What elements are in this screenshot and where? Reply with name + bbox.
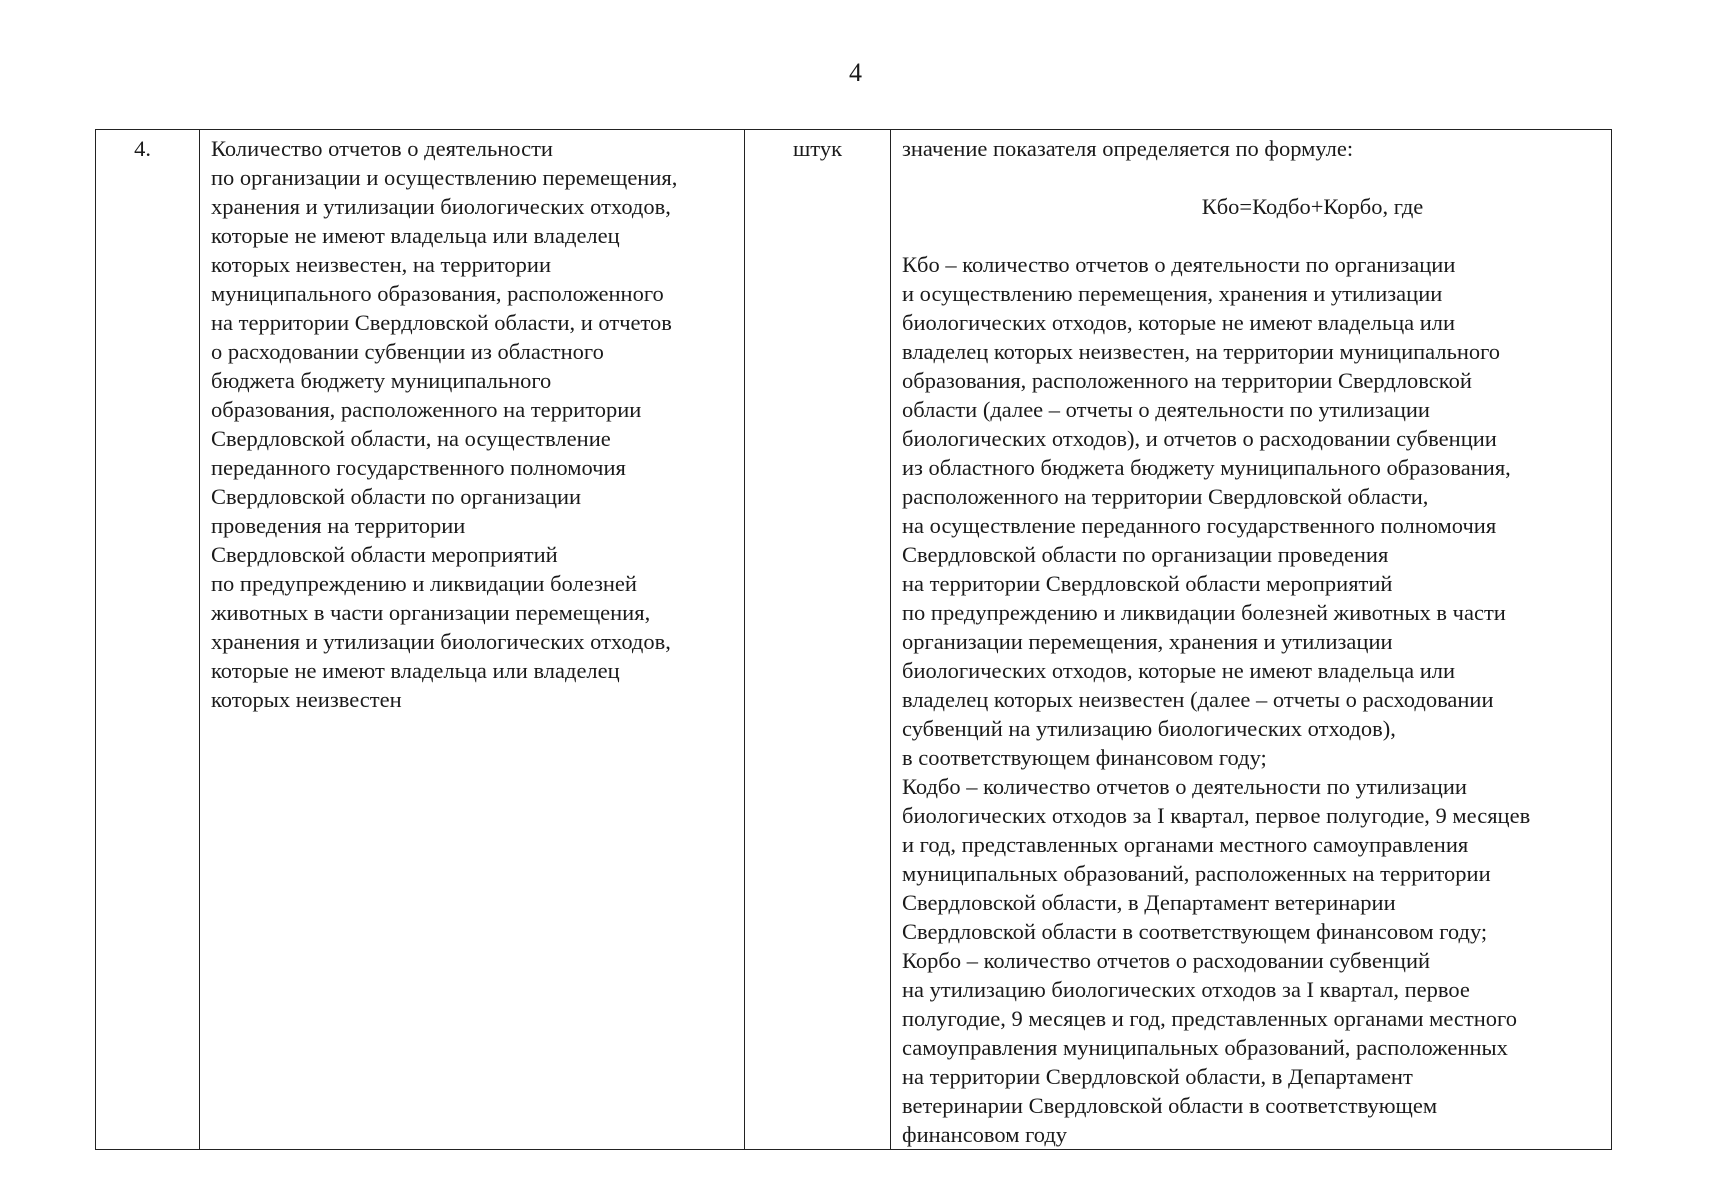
definition-line: биологических отходов, которые не имеют владельца или: [902, 310, 1456, 335]
definition-line: Кбо – количество отчетов о деятельности по организации: [902, 252, 1456, 277]
definition-line: области (далее – отчеты о деятельности по утилизации: [902, 397, 1430, 422]
formula: Кбо=Кодбо+Корбо, где: [1201, 194, 1424, 219]
definition-line: и осуществлению перемещения, хранения и утилизации: [902, 281, 1443, 306]
definition-line: образования, расположенного на территории Свердловской: [902, 368, 1472, 393]
indicator-name-cell: [200, 130, 745, 1150]
name-line: образования, расположенного на территории: [211, 397, 642, 422]
definition-line: биологических отходов, которые не имеют владельца или: [902, 658, 1456, 683]
name-line: хранения и утилизации биологических отходов,: [211, 629, 671, 654]
name-line: которых неизвестен, на территории: [211, 252, 551, 277]
spacer: [902, 163, 1603, 192]
definition-line: Свердловской области по организации проведения: [902, 542, 1389, 567]
unit-cell: [745, 130, 891, 1150]
name-line: которые не имеют владельца или владелец: [211, 223, 620, 248]
name-line: хранения и утилизации биологических отходов,: [211, 194, 671, 219]
name-line: по организации и осуществлению перемещения,: [211, 165, 678, 190]
spacer: [902, 221, 1603, 250]
name-line: Количество отчетов о деятельности: [211, 136, 553, 161]
definition-line: организации перемещения, хранения и утилизации: [902, 629, 1393, 654]
definition-line: Кодбо – количество отчетов о деятельности по утилизации: [902, 774, 1467, 799]
row-number-cell: [96, 130, 200, 1150]
definition-line: биологических отходов), и отчетов о расходовании субвенции: [902, 426, 1497, 451]
definition-line: расположенного на территории Свердловской области,: [902, 484, 1429, 509]
name-line: животных в части организации перемещения,: [211, 600, 651, 625]
definition-line: ветеринарии Свердловской области в соответствующем: [902, 1093, 1438, 1118]
name-line: о расходовании субвенции из областного: [211, 339, 604, 364]
definition-line: муниципальных образований, расположенных на территории: [902, 861, 1491, 886]
formula-intro: значение показателя определяется по формуле:: [902, 136, 1354, 161]
name-line: бюджета бюджету муниципального: [211, 368, 552, 393]
definition-line: из областного бюджета бюджету муниципального образования,: [902, 455, 1511, 480]
definition-line: на территории Свердловской области, в Департамент: [902, 1064, 1413, 1089]
definition-line: Свердловской области, в Департамент ветеринарии: [902, 890, 1396, 915]
name-line: которые не имеют владельца или владелец: [211, 658, 620, 683]
name-line: по предупреждению и ликвидации болезней: [211, 571, 637, 596]
row-number: 4.: [134, 136, 151, 161]
name-line: Свердловской области по организации: [211, 484, 582, 509]
definition-line: субвенций на утилизацию биологических отходов),: [902, 716, 1396, 741]
name-line: которых неизвестен: [211, 687, 402, 712]
definition-line: владелец которых неизвестен (далее – отчеты о расходовании: [902, 687, 1494, 712]
definition-line: и год, представленных органами местного самоуправления: [902, 832, 1469, 857]
definition-line: Корбо – количество отчетов о расходовании субвенций: [902, 948, 1431, 973]
name-line: проведения на территории: [211, 513, 466, 538]
definition-line: финансовом году: [902, 1122, 1068, 1147]
definition-line: на осуществление переданного государственного полномочия: [902, 513, 1497, 538]
name-line: Свердловской области, на осуществление: [211, 426, 611, 451]
definition-line: самоуправления муниципальных образований, расположенных: [902, 1035, 1508, 1060]
definition-line: полугодие, 9 месяцев и год, представленных органами местного: [902, 1006, 1517, 1031]
table-row: [96, 130, 1612, 1150]
formula-cell: [891, 130, 1612, 1150]
indicator-table: [95, 129, 1612, 1150]
unit-label: штук: [792, 136, 843, 161]
definition-line: по предупреждению и ликвидации болезней животных в части: [902, 600, 1506, 625]
definition-line: владелец которых неизвестен, на территории муниципального: [902, 339, 1501, 364]
name-line: на территории Свердловской области, и отчетов: [211, 310, 672, 335]
name-line: муниципального образования, расположенного: [211, 281, 664, 306]
definition-line: биологических отходов за I квартал, первое полугодие, 9 месяцев: [902, 803, 1531, 828]
definition-line: на территории Свердловской области мероприятий: [902, 571, 1393, 596]
name-line: Свердловской области мероприятий: [211, 542, 558, 567]
definition-line: Свердловской области в соответствующем финансовом году;: [902, 919, 1488, 944]
page-number: 4: [849, 58, 862, 87]
definition-line: на утилизацию биологических отходов за I квартал, первое: [902, 977, 1470, 1002]
definition-line: в соответствующем финансовом году;: [902, 745, 1267, 770]
name-line: переданного государственного полномочия: [211, 455, 626, 480]
